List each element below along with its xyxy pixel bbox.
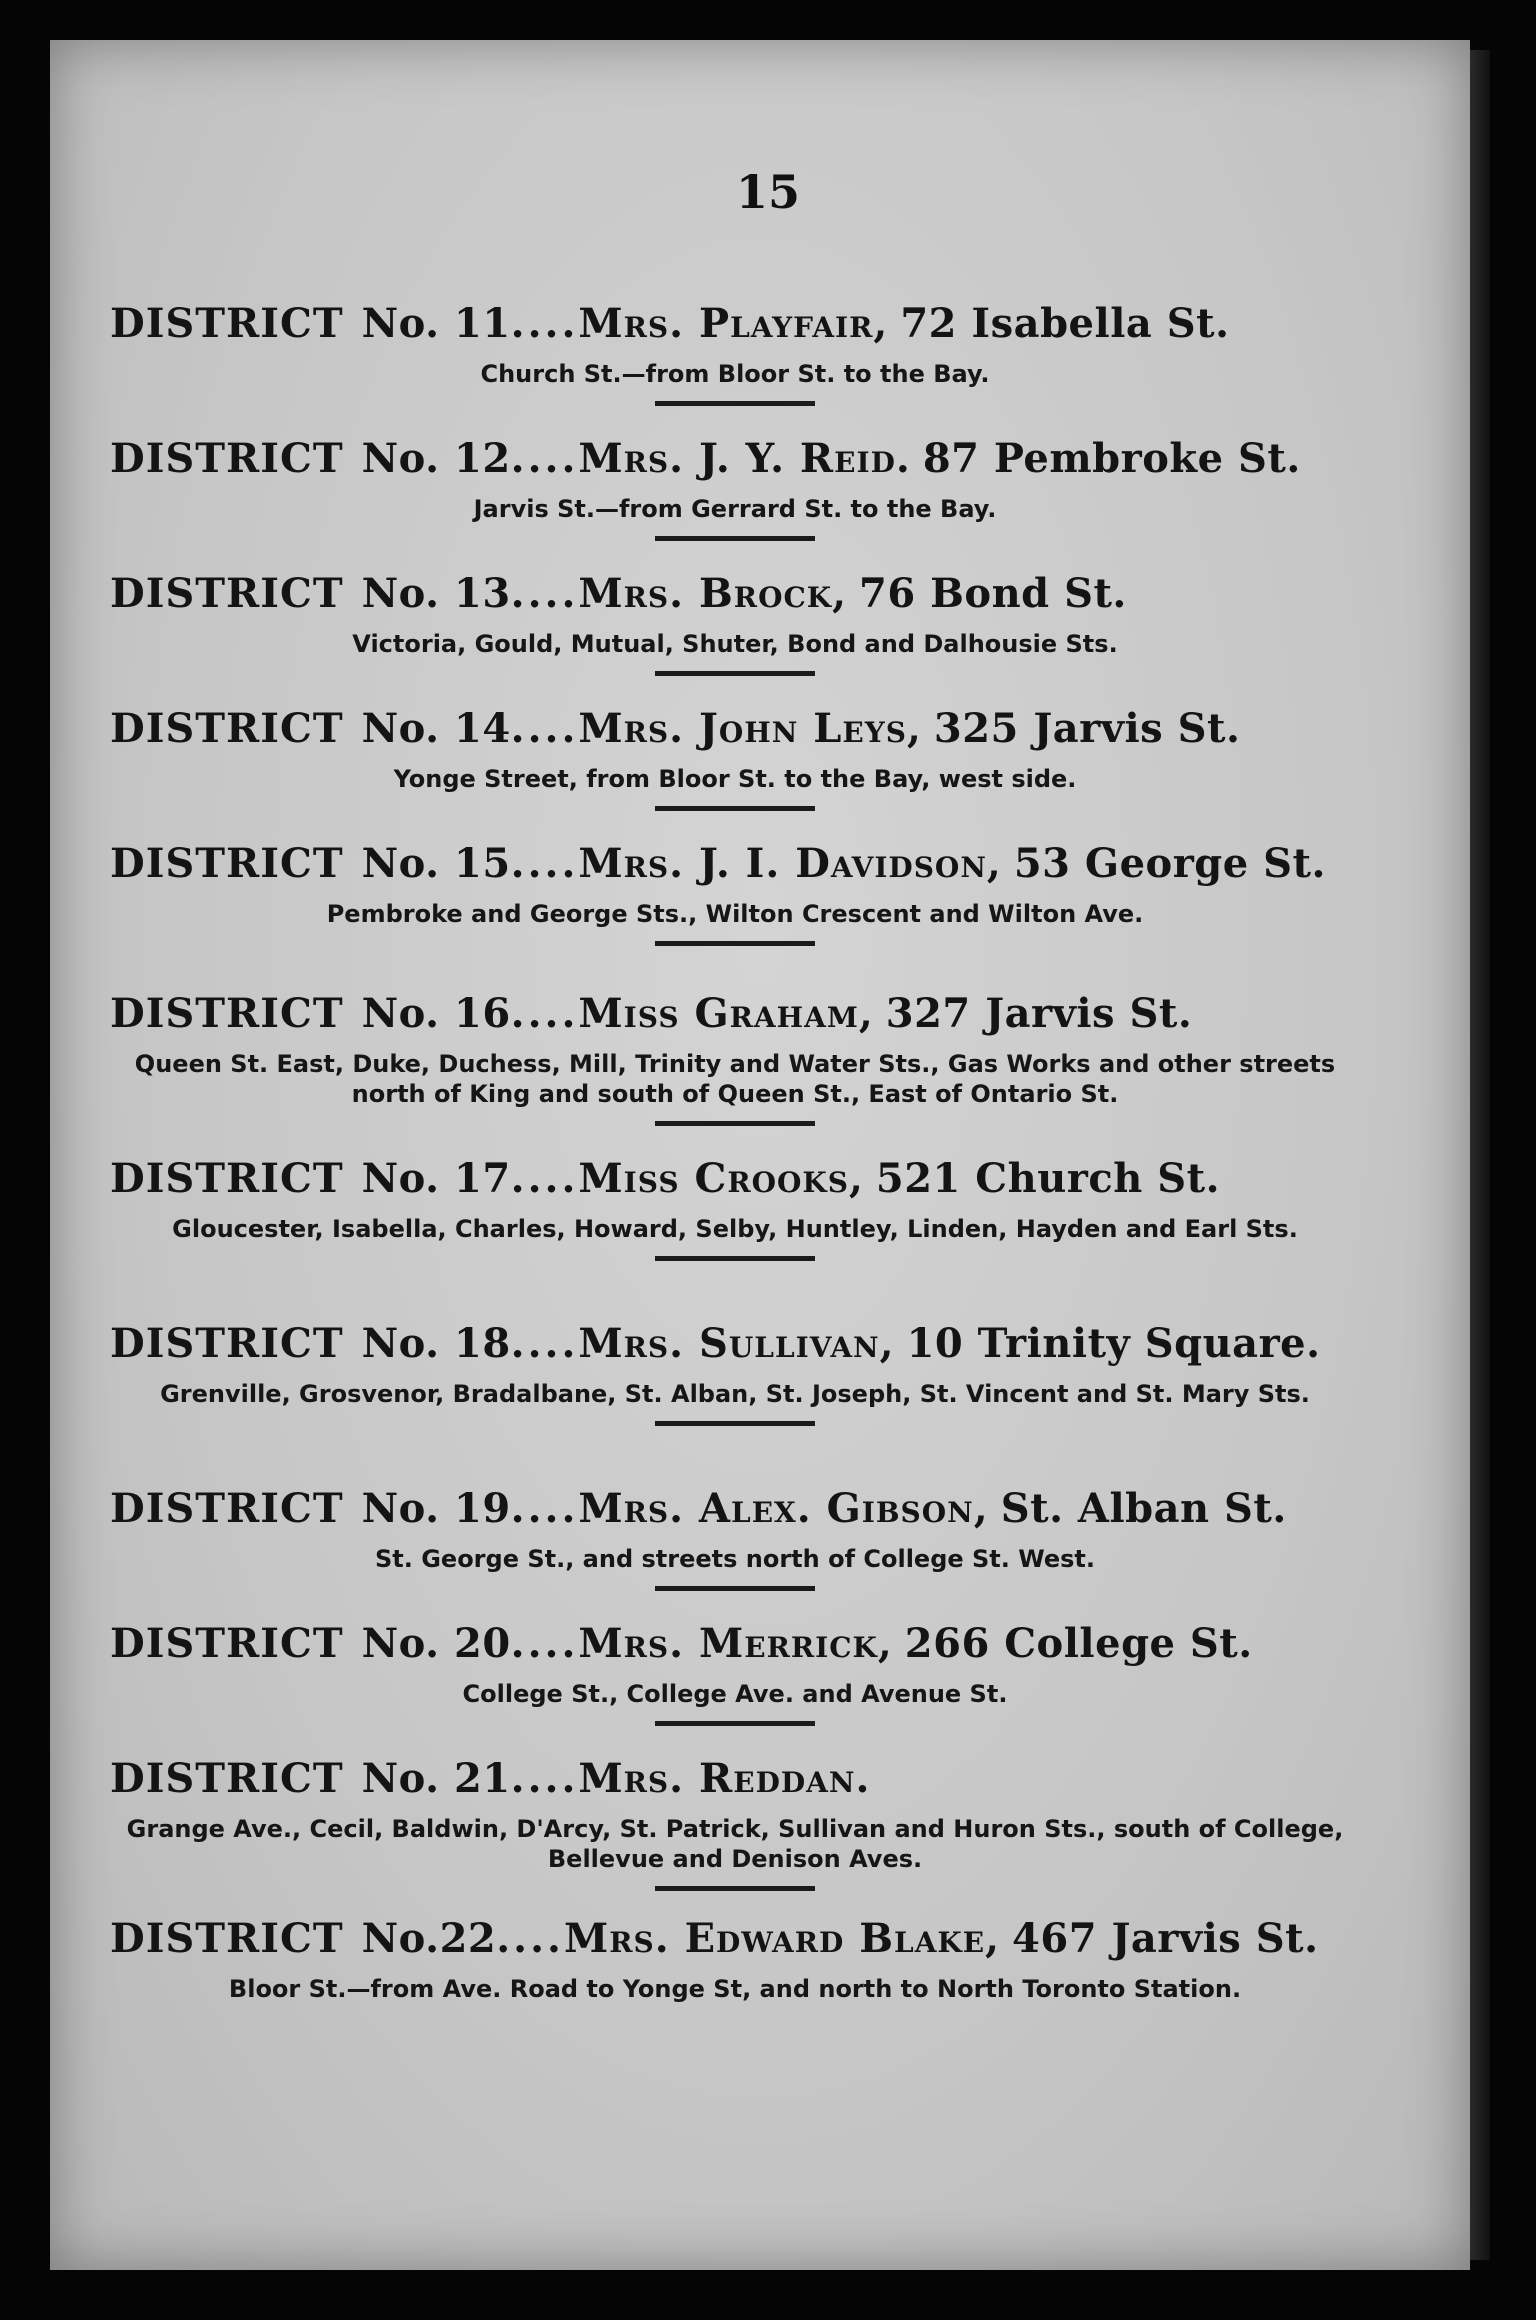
district-heading [110, 435, 1360, 482]
visitor-name: Mrs. Alex. Gibson, [578, 1485, 989, 1532]
visitor-name: Mrs. Reddan. [578, 1755, 871, 1802]
district-heading [110, 840, 1360, 887]
separator-rule [655, 671, 815, 676]
visitor-name: Mrs. John Leys, [578, 705, 922, 752]
district-number: No. 15 [361, 840, 511, 887]
visitor-address: 87 Pembroke St. [922, 435, 1301, 482]
district-entry [110, 1915, 1360, 2004]
district-label: DISTRICT [110, 1485, 344, 1532]
separator-rule [655, 1421, 815, 1426]
district-number: No. 14 [361, 705, 511, 752]
district-streets: Bloor St.—from Ave. Road to Yonge St, and north to North Toronto Station. [228, 1975, 1242, 2003]
district-heading [110, 300, 1360, 347]
district-label: DISTRICT [110, 1755, 344, 1802]
district-label: DISTRICT [110, 705, 344, 752]
separator-rule [655, 536, 815, 541]
visitor-name: Mrs. Sullivan, [578, 1320, 895, 1367]
leader-dots: .... [510, 1320, 579, 1367]
district-entry [110, 840, 1360, 946]
district-streets: Grenville, Grosvenor, Bradalbane, St. Alban, St. Joseph, St. Vincent and St. Mary Sts. [160, 1380, 1310, 1408]
leader-dots: .... [496, 1915, 564, 1962]
visitor-name: Mrs. Playfair, [578, 300, 889, 347]
district-entry [110, 705, 1360, 811]
district-heading [110, 1485, 1360, 1532]
book-spine [1470, 50, 1490, 2260]
district-entry [110, 1620, 1360, 1726]
visitor-address: 467 Jarvis St. [1012, 1915, 1319, 1962]
district-entry [110, 1320, 1360, 1426]
district-heading [110, 705, 1360, 752]
district-label: DISTRICT [110, 435, 344, 482]
visitor-address: 327 Jarvis St. [885, 990, 1193, 1037]
district-label: DISTRICT [110, 990, 344, 1037]
district-number: No. 19 [361, 1485, 511, 1532]
district-entry [110, 990, 1360, 1126]
leader-dots: .... [510, 1755, 579, 1802]
leader-dots: .... [510, 1155, 579, 1202]
district-label: DISTRICT [110, 1320, 344, 1367]
district-number: No. 13 [361, 570, 511, 617]
district-streets: Jarvis St.—from Gerrard St. to the Bay. [473, 495, 997, 523]
district-label: DISTRICT [110, 1915, 344, 1962]
district-number: No. 16 [361, 990, 511, 1037]
leader-dots: .... [510, 705, 579, 752]
leader-dots: .... [510, 1620, 579, 1667]
district-streets: Yonge Street, from Bloor St. to the Bay, west side. [393, 765, 1077, 793]
visitor-address: 10 Trinity Square. [906, 1320, 1321, 1367]
district-number: No. 11 [361, 300, 511, 347]
visitor-address: 325 Jarvis St. [933, 705, 1241, 752]
visitor-name: Mrs. Merrick, [578, 1620, 893, 1667]
separator-rule [655, 1256, 815, 1261]
visitor-name: Mrs. Edward Blake, [563, 1915, 1001, 1962]
district-heading [110, 570, 1360, 617]
leader-dots: .... [510, 300, 579, 347]
visitor-address: 521 Church St. [875, 1155, 1221, 1202]
district-entry [110, 300, 1360, 406]
district-number: No. 18 [361, 1320, 511, 1367]
visitor-name: Mrs. Brock, [578, 570, 848, 617]
visitor-name: Mrs. J. Y. Reid. [578, 435, 911, 482]
district-label: DISTRICT [110, 300, 344, 347]
separator-rule [655, 941, 815, 946]
leader-dots: .... [510, 840, 579, 887]
separator-rule [655, 1886, 815, 1891]
district-entry [110, 1485, 1360, 1591]
district-heading [110, 1155, 1360, 1202]
leader-dots: .... [510, 570, 579, 617]
visitor-address: 266 College St. [904, 1620, 1253, 1667]
leader-dots: .... [510, 1485, 579, 1532]
leader-dots: .... [510, 435, 579, 482]
separator-rule [655, 1121, 815, 1126]
district-label: DISTRICT [110, 840, 344, 887]
visitor-name: Miss Graham, [578, 990, 874, 1037]
district-streets: Victoria, Gould, Mutual, Shuter, Bond and Dalhousie Sts. [352, 630, 1118, 658]
district-entry [110, 1755, 1360, 1891]
district-heading [110, 1620, 1360, 1667]
district-streets: Queen St. East, Duke, Duchess, Mill, Trinity and Water Sts., Gas Works and other streets north of King and south of Queen St., East of Ontario St. [134, 1050, 1336, 1108]
district-number: No. 21 [361, 1755, 511, 1802]
district-entry [110, 435, 1360, 541]
district-heading [110, 990, 1360, 1037]
district-label: DISTRICT [110, 1155, 344, 1202]
district-streets: Pembroke and George Sts., Wilton Crescent and Wilton Ave. [326, 900, 1144, 928]
district-number: No. 17 [361, 1155, 511, 1202]
district-label: DISTRICT [110, 570, 344, 617]
district-entry [110, 570, 1360, 676]
separator-rule [655, 1586, 815, 1591]
visitor-name: Mrs. J. I. Davidson, [578, 840, 1002, 887]
visitor-address: 72 Isabella St. [900, 300, 1230, 347]
district-number: No. 20 [361, 1620, 511, 1667]
district-streets: Church St.—from Bloor St. to the Bay. [480, 360, 990, 388]
district-number: No.22 [361, 1915, 497, 1962]
visitor-address: 76 Bond St. [859, 570, 1127, 617]
district-heading [110, 1915, 1360, 1962]
separator-rule [655, 806, 815, 811]
district-entry [110, 1155, 1360, 1261]
visitor-name: Miss Crooks, [578, 1155, 864, 1202]
district-heading [110, 1755, 1360, 1802]
district-streets: Grange Ave., Cecil, Baldwin, D'Arcy, St. Patrick, Sullivan and Huron Sts., south of College, Bellevue and Denison Aves. [126, 1815, 1344, 1873]
separator-rule [655, 1721, 815, 1726]
district-label: DISTRICT [110, 1620, 344, 1667]
visitor-address: 53 George St. [1013, 840, 1326, 887]
district-heading [110, 1320, 1360, 1367]
leader-dots: .... [510, 990, 579, 1037]
district-streets: Gloucester, Isabella, Charles, Howard, Selby, Huntley, Linden, Hayden and Earl Sts. [172, 1215, 1298, 1243]
district-streets: St. George St., and streets north of College St. West. [374, 1545, 1096, 1573]
district-streets: College St., College Ave. and Avenue St. [462, 1680, 1008, 1708]
visitor-address: St. Alban St. [1000, 1485, 1287, 1532]
separator-rule [655, 401, 815, 406]
page-number: 15 [735, 165, 800, 219]
district-number: No. 12 [361, 435, 511, 482]
